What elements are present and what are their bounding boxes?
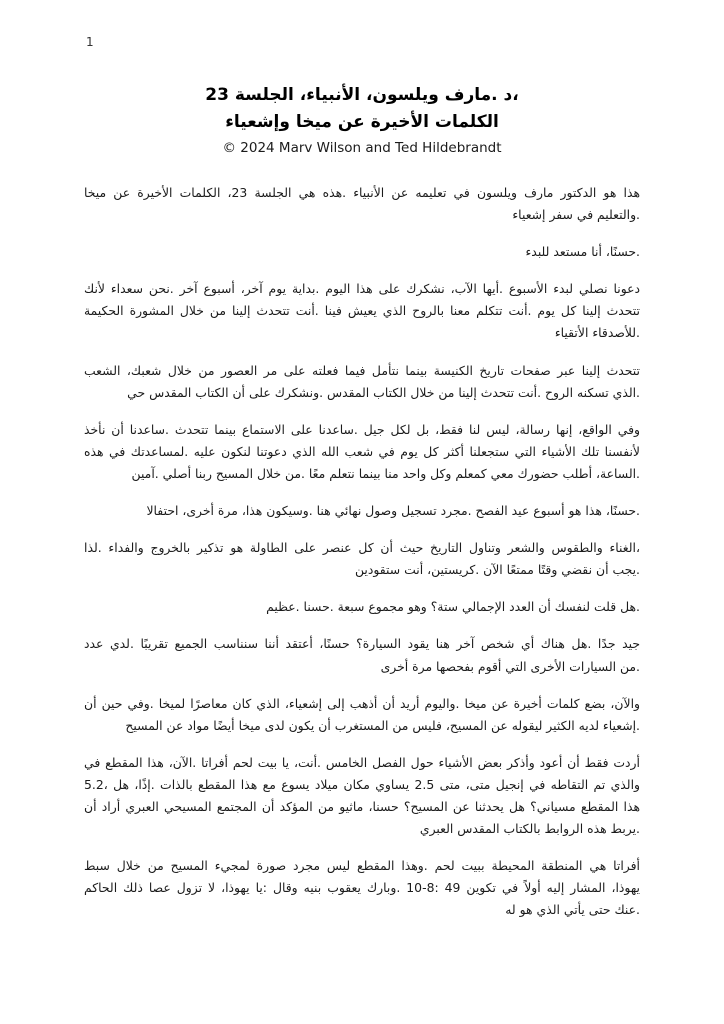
text-line: .يربط هذه الروابط بالكتاب المقدس العبري — [419, 821, 640, 837]
paragraph — [84, 596, 640, 618]
paragraph — [84, 278, 640, 344]
text-line: .من السيارات الأخرى التي أقوم بفحصها مرة أخرى — [380, 658, 640, 674]
paragraph — [84, 500, 640, 522]
text-line: دعونا نصلي لبدء الأسبوع .أيها الآب، نشكرك على هذا اليوم .بداية يوم آخر، أسبوع آخر .نحن سعداء لأنك — [84, 281, 640, 297]
paragraph — [84, 855, 640, 921]
paragraph — [84, 241, 640, 263]
text-line: وفي الواقع، إنها رسالة، ليس لنا فقط، بل لكل جيل .ساعدنا على الاستماع بينما تتحدث .ساعدنا أن نأخذ — [84, 421, 640, 437]
document-title-line-2: الكلمات الأخيرة عن ميخا وإشعياء — [225, 112, 499, 132]
text-line: لأنفسنا تلك الأشياء التي ستجعلنا أكثر كل يوم في شعب الله الذي دعوتنا لنكون عليه .لمساعدتك في هذه — [84, 443, 640, 459]
text-line: تتحدث إلينا كل يوم .أنت تتكلم معنا بالروح الذي يعيش فينا .أنت تتحدث إلينا من خلال المشورة الحكيمة — [84, 303, 640, 319]
text-line: تتحدث إلينا عبر صفحات تاريخ الكنيسة بينما نتأمل فيما فعلته على مر العصور من خلال شعبك، الشعب — [84, 362, 640, 378]
text-line: .يجب أن نقضي وقتًا ممتعًا الآن .كريستين، أنت ستقودين — [354, 562, 640, 578]
document-title-line-1: ،د .مارف ويلسون، الأنبياء، الجلسة 23 — [205, 85, 519, 105]
text-line: جيد جدًا .هل هناك أي شخص آخر هنا يقود السيارة؟ حسنًا، أعتقد أننا سنناسب الجميع تقريبًا .لدي عدد — [84, 636, 640, 652]
text-line: أردت فقط أن أعود وأذكر بعض الأشياء حول الفصل الخامس .أنت، يا بيت لحم أفراتا .الآن، هذا المقطع في — [84, 754, 640, 770]
text-line: .حسنًا، أنا مستعد للبدء — [525, 244, 640, 260]
paragraphs — [84, 182, 640, 921]
text-line: .للأصدقاء الأتقياء — [554, 325, 640, 341]
document-header — [84, 0, 640, 158]
paragraph — [84, 182, 640, 226]
paragraph — [84, 537, 640, 581]
text-line: .عنك حتى يأتي الذي هو له — [505, 902, 640, 918]
paragraph — [84, 633, 640, 677]
page-number: 1 — [86, 35, 94, 49]
text-line: .الساعة، أطلب حضورك معي كمعلم وكل واحد منا بينما نتعلم معًا .من خلال المسيح ربنا أصلي .آمين — [131, 465, 640, 481]
paragraph — [84, 360, 640, 404]
text-line: هذا المقطع مسياني؟ هل يحدثنا عن المسيح؟ حسنا، ماثيو من المؤكد أن المجتمع المسيحي العبري أراد أن — [84, 798, 640, 814]
text-line: والذي تم التقاطه في إنجيل متى، متى 2.5 يساوي مكان ميلاد يسوع مع هذا المقطع بالذات .إذًا، هل ،5.2 — [84, 776, 640, 792]
text-line: يهوذا، المشار إليه أولاً في تكوين 49 :8-10 .وبارك يعقوب بنيه وقال :يا يهوذا، لا تزول عصا ذلك الحاكم — [84, 880, 640, 896]
text-line: أفراتا هي المنطقة المحيطة ببيت لحم .وهذا المقطع ليس مجرد صورة لمجيء المسيح من خلال سبط — [84, 858, 640, 874]
text-line: .إشعياء لديه الكثير ليقوله عن المسيح، فليس من المستغرب أن يكون لدى ميخا أيضًا مواد عن المسيح — [125, 717, 640, 733]
paragraph — [84, 752, 640, 840]
paragraph — [84, 419, 640, 485]
text-line: ،الغناء والطقوس والشعر وتناول التاريخ حيث أن كل عنصر على الطاولة هو تذكير بالخروج والفداء .لذا — [84, 540, 640, 556]
text-line: والآن، بضع كلمات أخيرة عن ميخا .واليوم أريد أن أذهب إلى إشعياء، الذي كان معاصرًا لميخا .وفي حين أن — [84, 695, 640, 711]
text-line: .هل قلت لنفسك أن العدد الإجمالي ستة؟ وهو مجموع سبعة .حسنا .عظيم — [266, 599, 640, 615]
text-line: .حسنًا، هذا هو أسبوع عيد الفصح .مجرد تسجيل وصول نهائي هنا .وسيكون هذا، مرة أخرى، احتفالا — [146, 503, 640, 519]
text-line: .والتعليم في سفر إشعياء — [512, 207, 640, 223]
copyright-line: © 2024 Marv Wilson and Ted Hildebrandt — [222, 140, 502, 156]
text-line: هذا هو الدكتور مارف ويلسون في تعليمه عن الأنبياء .هذه هي الجلسة 23، الكلمات الأخيرة عن ميخا — [84, 185, 640, 200]
paragraph — [84, 693, 640, 737]
text-line: .الذي تسكنه الروح .أنت تتحدث إلينا من خلال الكتاب المقدس .ونشكرك على أن الكتاب المقدس حي — [127, 384, 640, 400]
